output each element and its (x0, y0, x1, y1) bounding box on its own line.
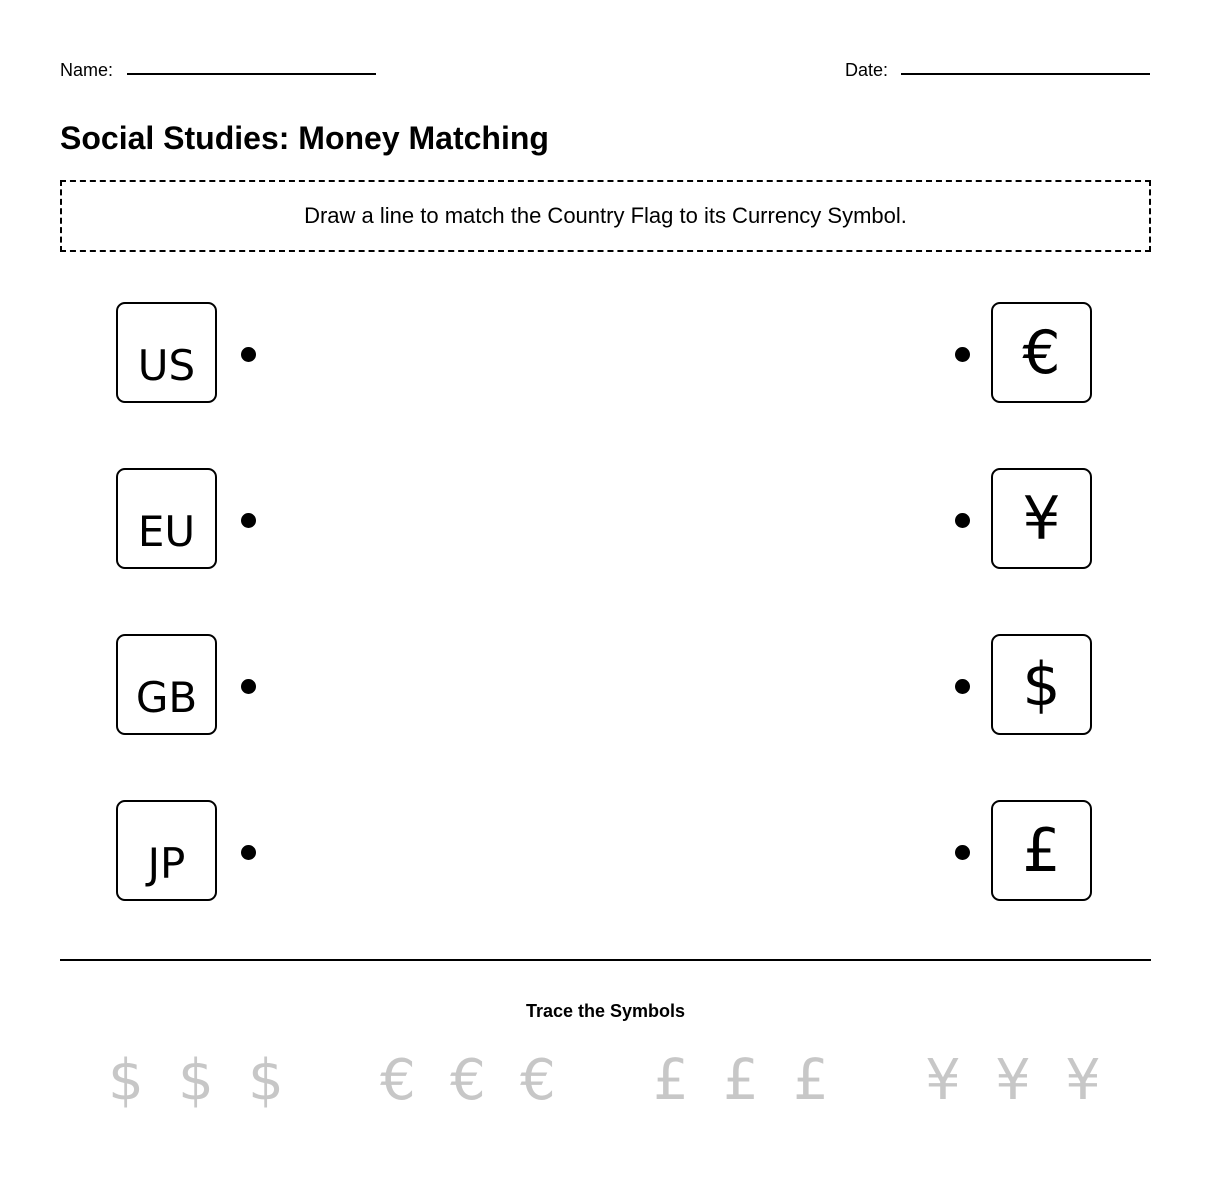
euro-symbol: € (1022, 317, 1061, 388)
trace-yen-3: ¥ (1065, 1048, 1101, 1113)
trace-dollar-2: $ (178, 1048, 214, 1113)
symbol-box-pound (991, 800, 1092, 901)
instructions-text: Draw a line to match the Country Flag to its Currency Symbol. (304, 203, 907, 228)
symbol-box-dollar (991, 634, 1092, 735)
trace-row (0, 1048, 1211, 1118)
symbol-dot-dollar[interactable] (955, 679, 970, 694)
country-box-gb (116, 634, 217, 735)
country-dot-jp[interactable] (241, 845, 256, 860)
trace-yen-1: ¥ (925, 1048, 961, 1113)
symbol-dot-pound[interactable] (955, 845, 970, 860)
trace-dollar-3: $ (248, 1048, 284, 1113)
country-code: US (137, 341, 196, 390)
symbol-dot-euro[interactable] (955, 347, 970, 362)
symbol-box-euro (991, 302, 1092, 403)
instructions-box (60, 180, 1151, 252)
trace-heading: Trace the Symbols (525, 1001, 686, 1021)
yen-symbol: ¥ (1022, 483, 1061, 554)
country-box-us (116, 302, 217, 403)
country-box-jp (116, 800, 217, 901)
date-label: Date: (845, 60, 889, 80)
trace-euro-3: € (520, 1048, 556, 1113)
name-field[interactable] (127, 73, 376, 75)
country-code: JP (147, 839, 186, 888)
country-box-eu (116, 468, 217, 569)
trace-euro-1: € (380, 1048, 416, 1113)
symbol-dot-yen[interactable] (955, 513, 970, 528)
country-code: GB (135, 673, 198, 722)
symbol-box-yen (991, 468, 1092, 569)
page-title: Social Studies: Money Matching (60, 120, 549, 156)
dollar-symbol: $ (1022, 649, 1061, 720)
date-field[interactable] (901, 73, 1150, 75)
country-dot-eu[interactable] (241, 513, 256, 528)
trace-pound-2: £ (723, 1048, 759, 1113)
country-dot-gb[interactable] (241, 679, 256, 694)
country-code: EU (137, 507, 196, 556)
pound-symbol: £ (1022, 815, 1061, 886)
trace-yen-2: ¥ (995, 1048, 1031, 1113)
section-divider (60, 959, 1151, 961)
name-label: Name: (60, 60, 114, 80)
trace-pound-1: £ (653, 1048, 689, 1113)
trace-euro-2: € (450, 1048, 486, 1113)
trace-dollar-1: $ (108, 1048, 144, 1113)
trace-pound-3: £ (793, 1048, 829, 1113)
country-dot-us[interactable] (241, 347, 256, 362)
